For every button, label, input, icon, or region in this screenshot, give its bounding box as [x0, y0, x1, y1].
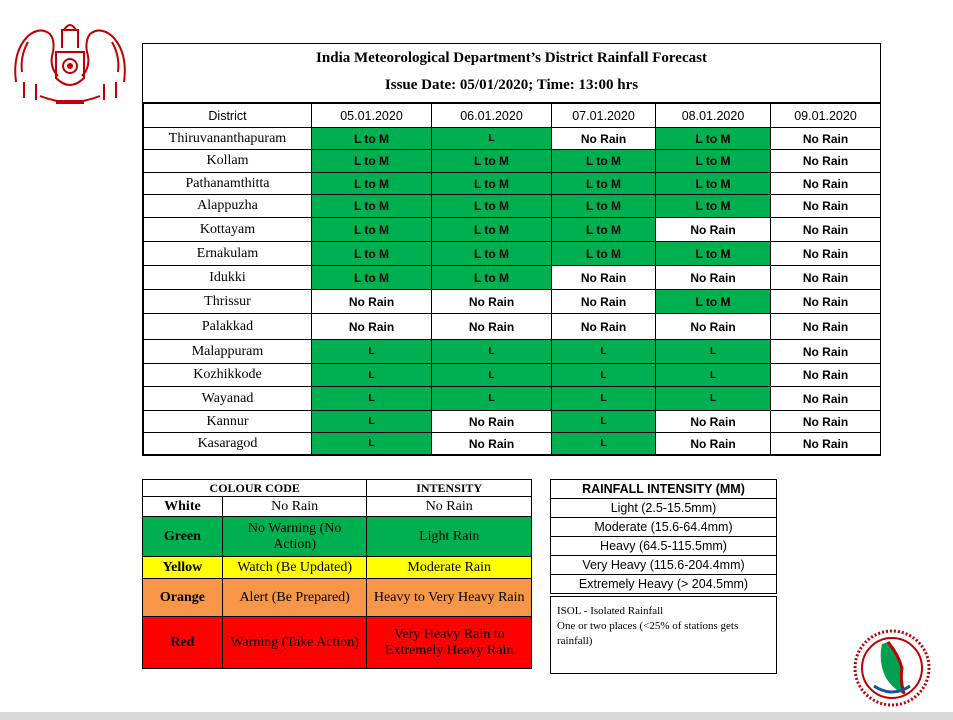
forecast-cell: No Rain — [552, 290, 656, 314]
note-line-2: One or two places (<25% of stations gets rainfall) — [557, 620, 739, 647]
forecast-row — [144, 411, 881, 433]
forecast-cell: L to M — [312, 150, 432, 173]
forecast-cell: L to M — [312, 128, 432, 150]
forecast-cell: No Rain — [771, 242, 881, 266]
forecast-cell: No Rain — [432, 290, 552, 314]
forecast-cell: L to M — [656, 242, 771, 266]
colour-intensity: Light Rain — [367, 517, 532, 557]
forecast-cell: L to M — [432, 173, 552, 195]
colour-code-row — [143, 579, 532, 617]
forecast-row — [144, 128, 881, 150]
forecast-cell: L to M — [432, 195, 552, 218]
forecast-cell: L to M — [432, 150, 552, 173]
colour-intensity: No Rain — [367, 497, 532, 517]
intensity-row — [551, 518, 777, 537]
forecast-row — [144, 433, 881, 455]
forecast-cell: No Rain — [432, 433, 552, 455]
date-column-header: 09.01.2020 — [771, 104, 881, 128]
forecast-cell: No Rain — [656, 314, 771, 340]
forecast-cell: L — [432, 340, 552, 364]
forecast-cell: L — [312, 433, 432, 455]
intensity-range: Very Heavy (115.6-204.4mm) — [551, 556, 777, 575]
colour-code-table — [142, 479, 532, 669]
colour-name: Yellow — [143, 557, 223, 579]
colour-action: No Rain — [222, 497, 367, 517]
forecast-cell: No Rain — [771, 195, 881, 218]
forecast-row — [144, 290, 881, 314]
colour-name: Orange — [143, 579, 223, 617]
date-column-header: 08.01.2020 — [656, 104, 771, 128]
intensity-row — [551, 537, 777, 556]
forecast-cell: L — [656, 340, 771, 364]
forecast-cell: L to M — [552, 218, 656, 242]
forecast-cell: No Rain — [552, 128, 656, 150]
intensity-row — [551, 556, 777, 575]
forecast-cell: No Rain — [771, 364, 881, 387]
colour-intensity: Very Heavy Rain to Extremely Heavy Rain — [367, 617, 532, 669]
forecast-cell: No Rain — [771, 218, 881, 242]
forecast-row — [144, 340, 881, 364]
forecast-cell: L — [656, 387, 771, 411]
forecast-cell: L to M — [312, 242, 432, 266]
intensity-header-row — [551, 480, 777, 499]
intensity-range: Extremely Heavy (> 204.5mm) — [551, 575, 777, 594]
forecast-cell: L to M — [312, 195, 432, 218]
district-name: Kozhikkode — [144, 364, 312, 387]
forecast-cell: L to M — [656, 173, 771, 195]
forecast-cell: L — [552, 387, 656, 411]
forecast-cell: No Rain — [771, 340, 881, 364]
intensity-range: Moderate (15.6-64.4mm) — [551, 518, 777, 537]
date-column-header: 06.01.2020 — [432, 104, 552, 128]
forecast-cell: No Rain — [771, 411, 881, 433]
forecast-cell: No Rain — [432, 314, 552, 340]
forecast-cell: L to M — [432, 266, 552, 290]
forecast-cell: L — [552, 433, 656, 455]
forecast-cell: No Rain — [656, 218, 771, 242]
forecast-row — [144, 242, 881, 266]
forecast-row — [144, 387, 881, 411]
district-name: Palakkad — [144, 314, 312, 340]
colour-code-row — [143, 557, 532, 579]
forecast-row — [144, 195, 881, 218]
forecast-cell: L to M — [552, 150, 656, 173]
kerala-disaster-management-logo-icon — [852, 628, 932, 708]
forecast-cell: L to M — [552, 242, 656, 266]
forecast-cell: L — [656, 364, 771, 387]
forecast-cell: L to M — [432, 218, 552, 242]
forecast-cell: L to M — [312, 173, 432, 195]
note-line-1: ISOL - Isolated Rainfall — [557, 605, 664, 617]
forecast-row — [144, 150, 881, 173]
forecast-column-header-row — [144, 104, 881, 128]
colour-code-header: COLOUR CODE — [143, 480, 367, 497]
isolated-rainfall-note — [550, 596, 777, 674]
district-rainfall-forecast-table — [142, 43, 881, 456]
colour-action: Warning (Take Action) — [222, 617, 367, 669]
forecast-cell: L — [432, 364, 552, 387]
intensity-header: INTENSITY — [367, 480, 532, 497]
forecast-cell: L — [432, 128, 552, 150]
forecast-cell: No Rain — [656, 433, 771, 455]
forecast-cell: No Rain — [771, 290, 881, 314]
colour-intensity: Heavy to Very Heavy Rain — [367, 579, 532, 617]
forecast-cell: L — [312, 364, 432, 387]
forecast-cell: L to M — [656, 290, 771, 314]
district-name: Ernakulam — [144, 242, 312, 266]
forecast-header — [143, 44, 880, 103]
colour-action: Watch (Be Updated) — [222, 557, 367, 579]
forecast-grid — [143, 103, 881, 455]
district-name: Pathanamthitta — [144, 173, 312, 195]
forecast-title: India Meteorological Department’s District Rainfall Forecast — [316, 50, 707, 66]
forecast-cell: No Rain — [656, 266, 771, 290]
forecast-cell: L — [552, 411, 656, 433]
intensity-table-header: RAINFALL INTENSITY (MM) — [551, 480, 777, 499]
intensity-range: Heavy (64.5-115.5mm) — [551, 537, 777, 556]
forecast-cell: L to M — [312, 266, 432, 290]
forecast-cell: L to M — [552, 173, 656, 195]
forecast-cell: No Rain — [432, 411, 552, 433]
bottom-bar — [0, 712, 953, 720]
forecast-cell: No Rain — [771, 150, 881, 173]
district-column-header: District — [144, 104, 312, 128]
forecast-issue-date: Issue Date: 05/01/2020; Time: 13:00 hrs — [384, 77, 639, 93]
forecast-row — [144, 364, 881, 387]
forecast-cell: L — [552, 364, 656, 387]
district-name: Kollam — [144, 150, 312, 173]
forecast-cell: No Rain — [552, 266, 656, 290]
forecast-cell: No Rain — [771, 173, 881, 195]
district-name: Wayanad — [144, 387, 312, 411]
rainfall-intensity-table — [550, 479, 777, 594]
colour-code-header-row — [143, 480, 532, 497]
forecast-cell: L — [312, 411, 432, 433]
colour-action: Alert (Be Prepared) — [222, 579, 367, 617]
district-name: Thrissur — [144, 290, 312, 314]
colour-code-row — [143, 617, 532, 669]
forecast-cell: L — [432, 387, 552, 411]
date-column-header: 07.01.2020 — [552, 104, 656, 128]
forecast-cell: L — [312, 387, 432, 411]
forecast-row — [144, 314, 881, 340]
district-name: Kannur — [144, 411, 312, 433]
colour-name: Red — [143, 617, 223, 669]
forecast-cell: No Rain — [771, 387, 881, 411]
district-name: Kasaragod — [144, 433, 312, 455]
forecast-cell: L to M — [312, 218, 432, 242]
forecast-cell: No Rain — [771, 433, 881, 455]
colour-code-row — [143, 517, 532, 557]
forecast-row — [144, 218, 881, 242]
forecast-cell: No Rain — [771, 314, 881, 340]
district-name: Idukki — [144, 266, 312, 290]
intensity-row — [551, 499, 777, 518]
forecast-cell: L to M — [552, 195, 656, 218]
forecast-row — [144, 266, 881, 290]
forecast-cell: No Rain — [771, 266, 881, 290]
kerala-government-emblem-icon — [6, 12, 134, 112]
forecast-cell: L to M — [656, 150, 771, 173]
forecast-cell: No Rain — [552, 314, 656, 340]
intensity-row — [551, 575, 777, 594]
forecast-cell: L — [312, 340, 432, 364]
colour-name: White — [143, 497, 223, 517]
district-name: Alappuzha — [144, 195, 312, 218]
district-name: Kottayam — [144, 218, 312, 242]
colour-name: Green — [143, 517, 223, 557]
forecast-cell: L to M — [432, 242, 552, 266]
colour-action: No Warning (No Action) — [222, 517, 367, 557]
intensity-range: Light (2.5-15.5mm) — [551, 499, 777, 518]
forecast-cell: No Rain — [771, 128, 881, 150]
forecast-cell: L to M — [656, 195, 771, 218]
colour-code-row — [143, 497, 532, 517]
forecast-cell: No Rain — [312, 314, 432, 340]
forecast-cell: No Rain — [656, 411, 771, 433]
date-column-header: 05.01.2020 — [312, 104, 432, 128]
forecast-cell: L to M — [656, 128, 771, 150]
forecast-row — [144, 173, 881, 195]
forecast-cell: L — [552, 340, 656, 364]
district-name: Thiruvananthapuram — [144, 128, 312, 150]
district-name: Malappuram — [144, 340, 312, 364]
colour-intensity: Moderate Rain — [367, 557, 532, 579]
forecast-cell: No Rain — [312, 290, 432, 314]
